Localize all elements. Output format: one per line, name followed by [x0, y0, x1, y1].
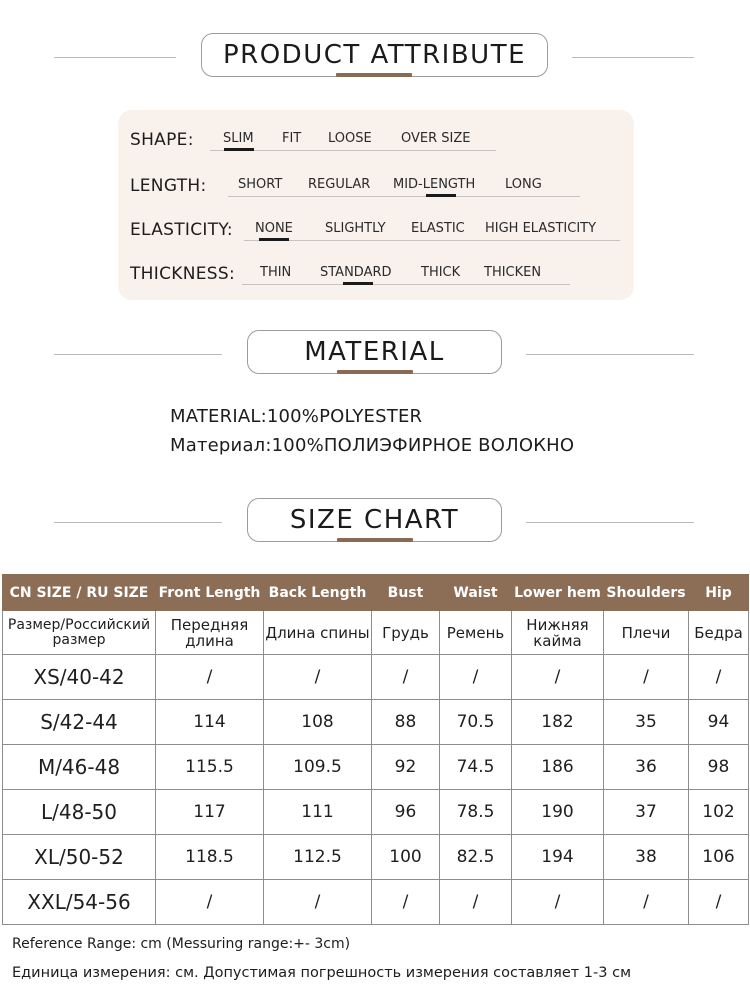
- section-title: MATERIAL: [247, 330, 502, 374]
- table-cell: 102: [689, 790, 749, 835]
- size-chart-header: [0, 498, 750, 548]
- attribute-panel: [118, 110, 634, 300]
- option-line: [242, 284, 570, 285]
- table-cell: 182: [512, 700, 604, 745]
- attribute-option: OVER SIZE: [401, 131, 471, 146]
- table-cell: 94: [689, 700, 749, 745]
- attribute-option: THICKEN: [484, 265, 542, 280]
- material-russian: Материал:100%ПОЛИЭФИРНОЕ ВОЛОКНО: [170, 435, 575, 456]
- table-cell: 108: [264, 700, 372, 745]
- size-chart-table: [2, 574, 749, 925]
- attribute-option: NONE: [255, 221, 293, 236]
- column-header-ru: Передняя длина: [156, 611, 264, 655]
- column-header: Front Length: [156, 575, 264, 611]
- attribute-row-shape: [118, 124, 634, 154]
- table-cell: 114: [156, 700, 264, 745]
- column-header-ru: Ремень: [440, 611, 512, 655]
- column-header-ru: Размер/Российский размер: [3, 611, 156, 655]
- table-cell: /: [512, 880, 604, 925]
- size-cell: XXL/54-56: [3, 880, 156, 925]
- table-row: [3, 700, 749, 745]
- column-header: Back Length: [264, 575, 372, 611]
- attribute-option: SHORT: [238, 177, 283, 192]
- table-cell: 100: [372, 835, 440, 880]
- table-cell: 118.5: [156, 835, 264, 880]
- divider-line: [526, 354, 694, 355]
- table-row: [3, 835, 749, 880]
- column-header-ru: Плечи: [604, 611, 689, 655]
- option-line: [244, 240, 620, 241]
- table-cell: 74.5: [440, 745, 512, 790]
- table-cell: /: [689, 880, 749, 925]
- table-cell: /: [156, 655, 264, 700]
- column-header: Hip: [689, 575, 749, 611]
- attribute-label: LENGTH:: [130, 176, 207, 196]
- table-cell: /: [372, 880, 440, 925]
- column-header-ru: Нижняя кайма: [512, 611, 604, 655]
- title-accent: [337, 370, 413, 374]
- attribute-row-elasticity: [118, 214, 634, 244]
- table-cell: /: [440, 655, 512, 700]
- table-cell: 190: [512, 790, 604, 835]
- attribute-option: FIT: [282, 131, 302, 146]
- table-cell: 92: [372, 745, 440, 790]
- attribute-row-thickness: [118, 258, 634, 288]
- table-cell: 38: [604, 835, 689, 880]
- table-cell: 106: [689, 835, 749, 880]
- column-header-ru: Бедра: [689, 611, 749, 655]
- attribute-row-length: [118, 170, 634, 200]
- table-cell: 36: [604, 745, 689, 790]
- section-title: SIZE CHART: [247, 498, 502, 542]
- table-row: [3, 790, 749, 835]
- divider-line: [572, 57, 694, 58]
- attribute-option: THICK: [421, 265, 461, 280]
- column-header: Waist: [440, 575, 512, 611]
- attribute-option: LONG: [505, 177, 542, 192]
- attribute-label: SHAPE:: [130, 130, 194, 150]
- table-cell: 35: [604, 700, 689, 745]
- table-cell: 117: [156, 790, 264, 835]
- table-cell: /: [440, 880, 512, 925]
- table-cell: /: [604, 880, 689, 925]
- table-cell: 88: [372, 700, 440, 745]
- reference-note-russian: Единица измерения: см. Допустимая погрешность измерения составляет 1-3 см: [12, 965, 632, 981]
- table-cell: /: [604, 655, 689, 700]
- selected-marker: [259, 238, 289, 241]
- section-title: PRODUCT ATTRIBUTE: [201, 33, 548, 77]
- table-cell: 112.5: [264, 835, 372, 880]
- attribute-option: ELASTIC: [411, 221, 465, 236]
- column-header-ru: Длина спины: [264, 611, 372, 655]
- attribute-option: MID-LENGTH: [393, 177, 476, 192]
- attribute-option: HIGH ELASTICITY: [485, 221, 597, 236]
- selected-marker: [343, 282, 373, 285]
- table-row: [3, 745, 749, 790]
- size-cell: L/48-50: [3, 790, 156, 835]
- product-attribute-header: [0, 33, 750, 83]
- size-cell: XL/50-52: [3, 835, 156, 880]
- column-header-ru: Грудь: [372, 611, 440, 655]
- size-cell: S/42-44: [3, 700, 156, 745]
- attribute-option: STANDARD: [320, 265, 392, 280]
- table-cell: 37: [604, 790, 689, 835]
- column-header: Shoulders: [604, 575, 689, 611]
- divider-line: [526, 522, 694, 523]
- table-header-row: [3, 575, 749, 611]
- table-row: [3, 655, 749, 700]
- title-accent: [336, 73, 412, 77]
- table-cell: 96: [372, 790, 440, 835]
- column-header: CN SIZE / RU SIZE: [3, 575, 156, 611]
- table-cell: /: [264, 880, 372, 925]
- table-cell: /: [512, 655, 604, 700]
- table-cell: /: [156, 880, 264, 925]
- divider-line: [54, 354, 222, 355]
- table-cell: /: [372, 655, 440, 700]
- selected-marker: [224, 148, 254, 151]
- table-cell: 115.5: [156, 745, 264, 790]
- attribute-option: THIN: [260, 265, 292, 280]
- table-cell: 186: [512, 745, 604, 790]
- table-cell: 78.5: [440, 790, 512, 835]
- table-row: [3, 880, 749, 925]
- table-cell: 98: [689, 745, 749, 790]
- attribute-label: ELASTICITY:: [130, 220, 233, 240]
- selected-marker: [426, 194, 456, 197]
- attribute-label: THICKNESS:: [130, 264, 235, 284]
- title-accent: [337, 538, 413, 542]
- attribute-option: REGULAR: [308, 177, 371, 192]
- attribute-option: SLIM: [223, 131, 254, 146]
- divider-line: [54, 57, 176, 58]
- attribute-option: LOOSE: [328, 131, 372, 146]
- table-cell: 194: [512, 835, 604, 880]
- divider-line: [54, 522, 222, 523]
- material-english: MATERIAL:100%POLYESTER: [170, 406, 423, 427]
- table-cell: 109.5: [264, 745, 372, 790]
- option-line: [228, 196, 580, 197]
- table-cell: /: [689, 655, 749, 700]
- table-cell: 70.5: [440, 700, 512, 745]
- table-cell: 82.5: [440, 835, 512, 880]
- material-header: [0, 330, 750, 380]
- attribute-option: SLIGHTLY: [325, 221, 386, 236]
- column-header: Bust: [372, 575, 440, 611]
- size-cell: XS/40-42: [3, 655, 156, 700]
- table-cell: /: [264, 655, 372, 700]
- size-cell: M/46-48: [3, 745, 156, 790]
- reference-note-english: Reference Range: cm (Messuring range:+- 3cm): [12, 936, 351, 952]
- table-header-row-ru: [3, 611, 749, 655]
- column-header: Lower hem: [512, 575, 604, 611]
- table-cell: 111: [264, 790, 372, 835]
